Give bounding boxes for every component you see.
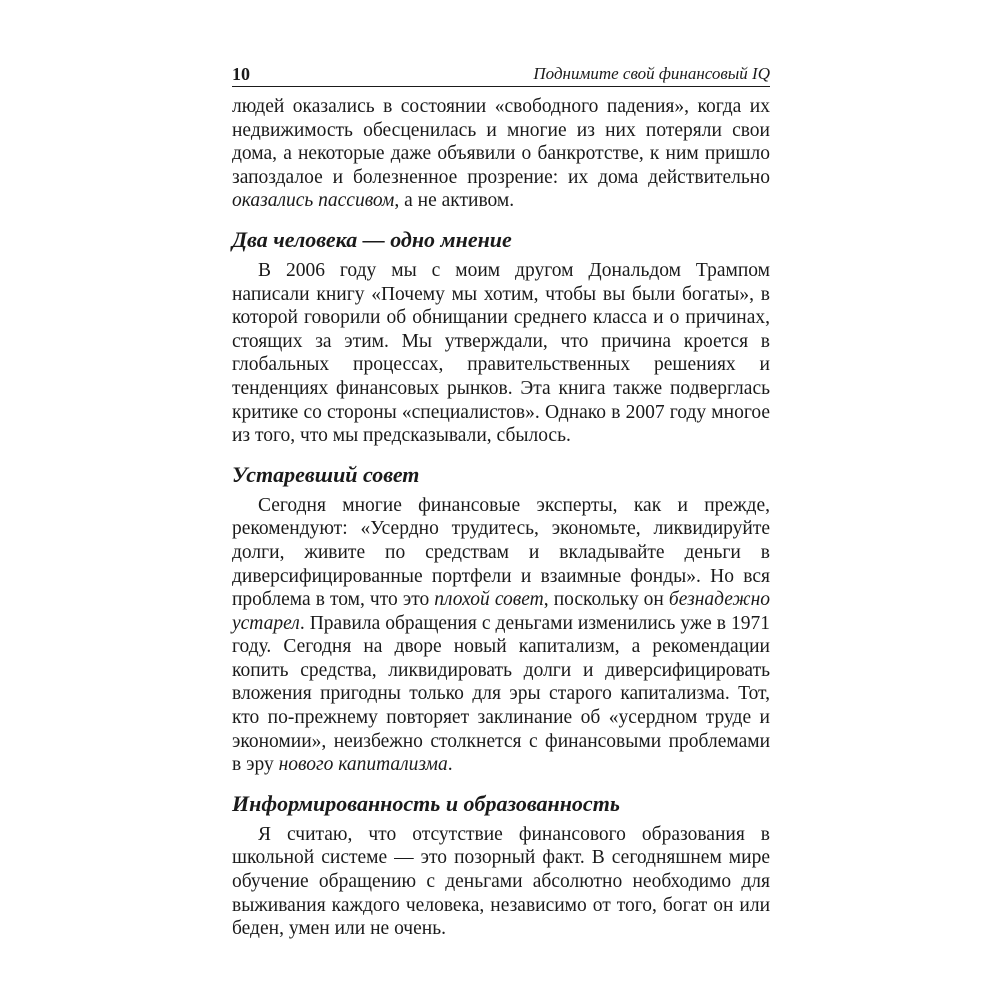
intro-text: людей оказались в состоянии «свободного падения», когда их недвижимость обесценилась и многие из них потеряли свои дома, а некоторые даже объявили о банкротстве, к ним пришло запоздалое и болезненное прозрение: их дома действительно <box>232 96 770 188</box>
intro-paragraph <box>232 95 770 213</box>
running-title: Поднимите свой финансовый IQ <box>533 64 770 83</box>
book-page <box>232 56 770 941</box>
section-paragraph-two-people: В 2006 году мы с моим другом Дональдом Трампом написали книгу «Почему мы хотим, чтобы вы были богаты», в которой говорили об обнищании среднего класса и о причинах, стоящих за этим. Мы утверждали, что причина кроется в глобальных процессах, правительственных решениях и тенденциях финансовых рынков. Эта книга также подверглась критике со стороны «специалистов». Однако в 2007 году многое из того, что мы предсказывали, сбылось. <box>232 259 770 447</box>
body-text <box>232 95 770 941</box>
section-heading-two-people: Два человека — одно мнение <box>232 226 512 252</box>
section-heading-outdated-advice: Устаревший совет <box>232 461 420 487</box>
section-paragraph-outdated-advice <box>232 494 770 777</box>
intro-text-end: , а не активом. <box>394 190 515 212</box>
paragraph-text: Сегодня многие финансовые эксперты, как и прежде, рекомендуют: «Усердно трудитесь, экономьте, ликвидируйте долги, живите по средствам и вкладывайте деньги в диверсифицированные портфели и взаимные фонды». Но вся проблема в том, что это <box>232 494 770 611</box>
emphasis-outdated: безнадежно устарел <box>232 589 770 634</box>
emphasis-bad-advice: плохой совет <box>434 589 544 611</box>
paragraph-text: . <box>447 754 453 776</box>
running-head <box>232 56 770 87</box>
intro-emphasis: оказались пассивом <box>232 190 395 212</box>
section-paragraph-education: Я считаю, что отсутствие финансового образования в школьной системе — это позорный факт. В сегодняшнем мире обучение обращению с деньгами абсолютно необходимо для выживания каждого человека, независимо от того, богат он или беден, умен или не очень. <box>232 823 770 940</box>
emphasis-new-capitalism: нового капитализма <box>278 754 448 776</box>
paragraph-text: , поскольку он <box>543 589 669 611</box>
section-heading-education: Информированность и образованность <box>232 790 620 816</box>
paragraph-text: . Правила обращения с деньгами изменились уже в 1971 году. Сегодня на дворе новый капитализм, а рекомендации копить средства, ликвидировать долги и диверсифицировать вложения пригодны только для эры старого капитализма. Тот, кто по-прежнему повторяет заклинание об «усердном труде и экономии», неизбежно столкнется с финансовыми проблемами в эру <box>232 612 770 776</box>
page-number: 10 <box>232 64 250 84</box>
